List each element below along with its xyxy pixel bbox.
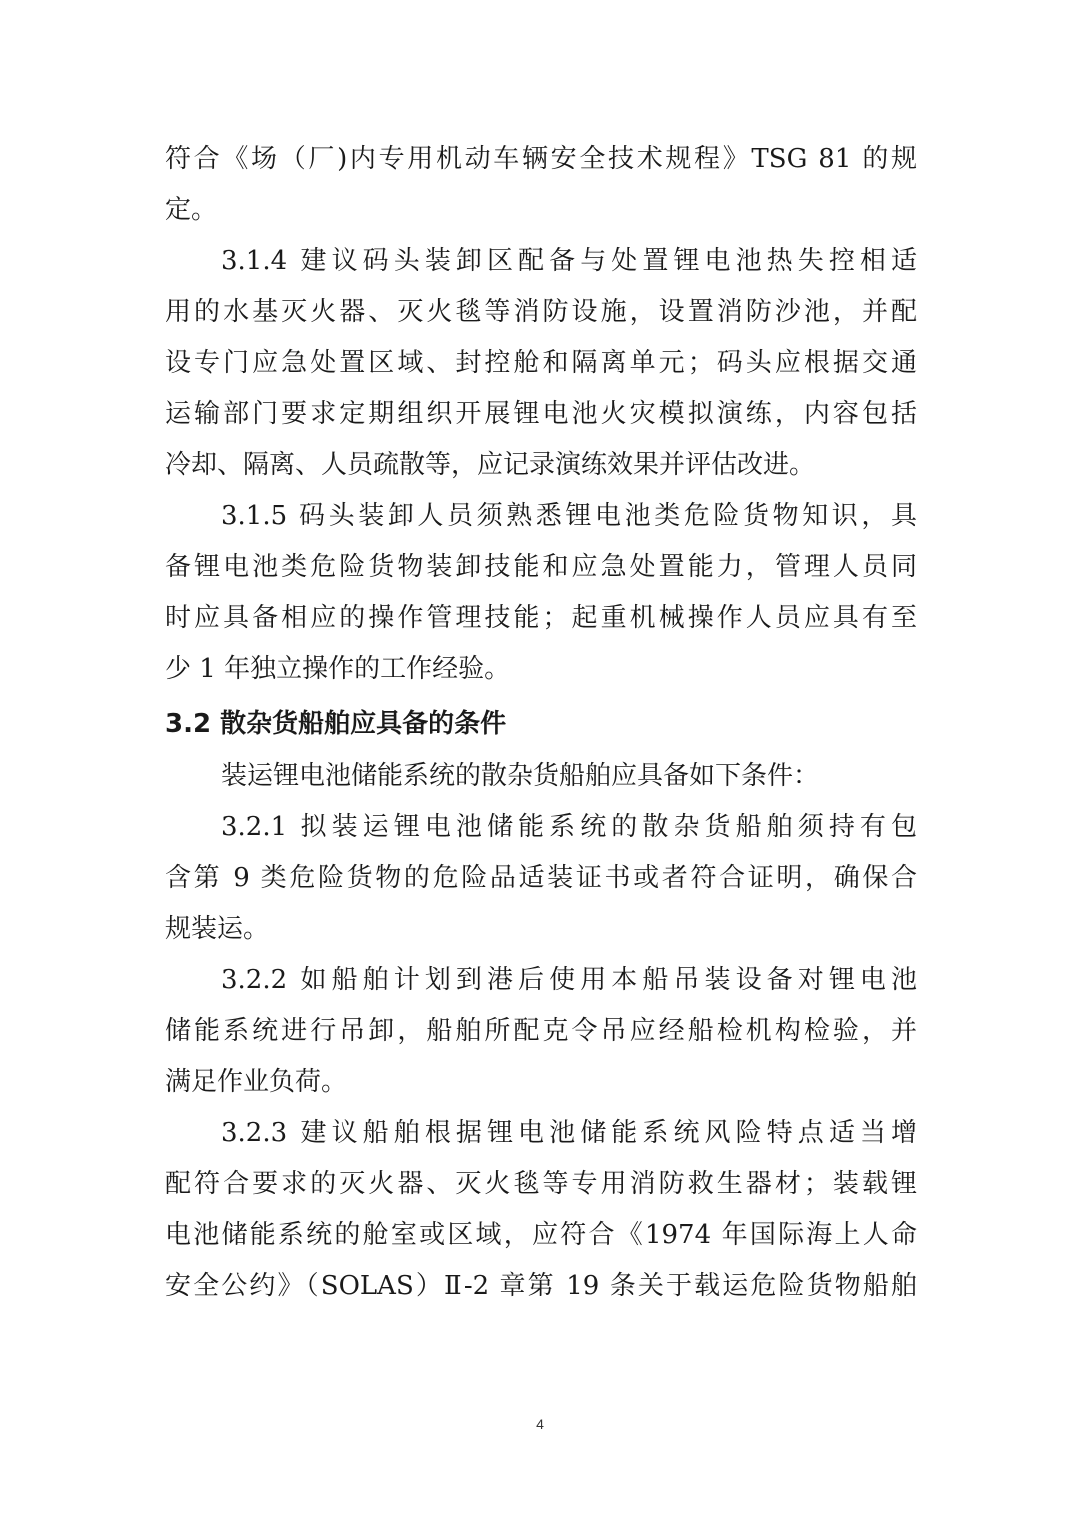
text-line: 用的水基灭火器、灭火毯等消防设施，设置消防沙池，并配: [165, 297, 917, 327]
text-line: 电池储能系统的舱室或区域，应符合《1974 年国际海上人命: [165, 1220, 917, 1250]
clause-3-2-1: 3.2.1 拟装运锂电池储能系统的散杂货船舶须持有包: [221, 812, 917, 842]
text-line: 少 1 年独立操作的工作经验。: [165, 654, 511, 684]
section-heading-3-2: 3.2 散杂货船舶应具备的条件: [165, 709, 507, 739]
text-line: 含第 9 类危险货物的危险品适装证书或者符合证明，确保合: [165, 863, 917, 893]
text-line: 储能系统进行吊卸，船舶所配克令吊应经船检机构检验，并: [165, 1016, 917, 1046]
text-line: 符合《场（厂)内专用机动车辆安全技术规程》TSG 81 的规: [165, 144, 917, 174]
text-line: 定。: [165, 195, 218, 225]
text-line: 安全公约》（SOLAS）Ⅱ-2 章第 19 条关于载运危险货物船舶: [165, 1271, 917, 1301]
page-number: 4: [536, 1416, 544, 1432]
text-line: 运输部门要求定期组织开展锂电池火灾模拟演练，内容包括: [165, 399, 917, 429]
text-line: 满足作业负荷。: [165, 1067, 348, 1097]
body-text: [165, 134, 917, 1312]
text-line: 配符合要求的灭火器、灭火毯等专用消防救生器材；装载锂: [165, 1169, 917, 1199]
text-line: 设专门应急处置区域、封控舱和隔离单元；码头应根据交通: [165, 348, 917, 378]
clause-3-1-4: 3.1.4 建议码头装卸区配备与处置锂电池热失控相适: [221, 246, 917, 276]
section-intro: 装运锂电池储能系统的散杂货船舶应具备如下条件：: [221, 761, 820, 791]
text-line: 时应具备相应的操作管理技能；起重机械操作人员应具有至: [165, 603, 917, 633]
text-line: 冷却、隔离、人员疏散等，应记录演练效果并评估改进。: [165, 450, 816, 480]
clause-3-2-2: 3.2.2 如船舶计划到港后使用本船吊装设备对锂电池: [221, 965, 917, 995]
clause-3-2-3: 3.2.3 建议船舶根据锂电池储能系统风险特点适当增: [221, 1118, 917, 1148]
clause-3-1-5: 3.1.5 码头装卸人员须熟悉锂电池类危险货物知识，具: [221, 501, 917, 531]
text-line: 规装运。: [165, 914, 270, 944]
text-line: 备锂电池类危险货物装卸技能和应急处置能力，管理人员同: [165, 552, 917, 582]
